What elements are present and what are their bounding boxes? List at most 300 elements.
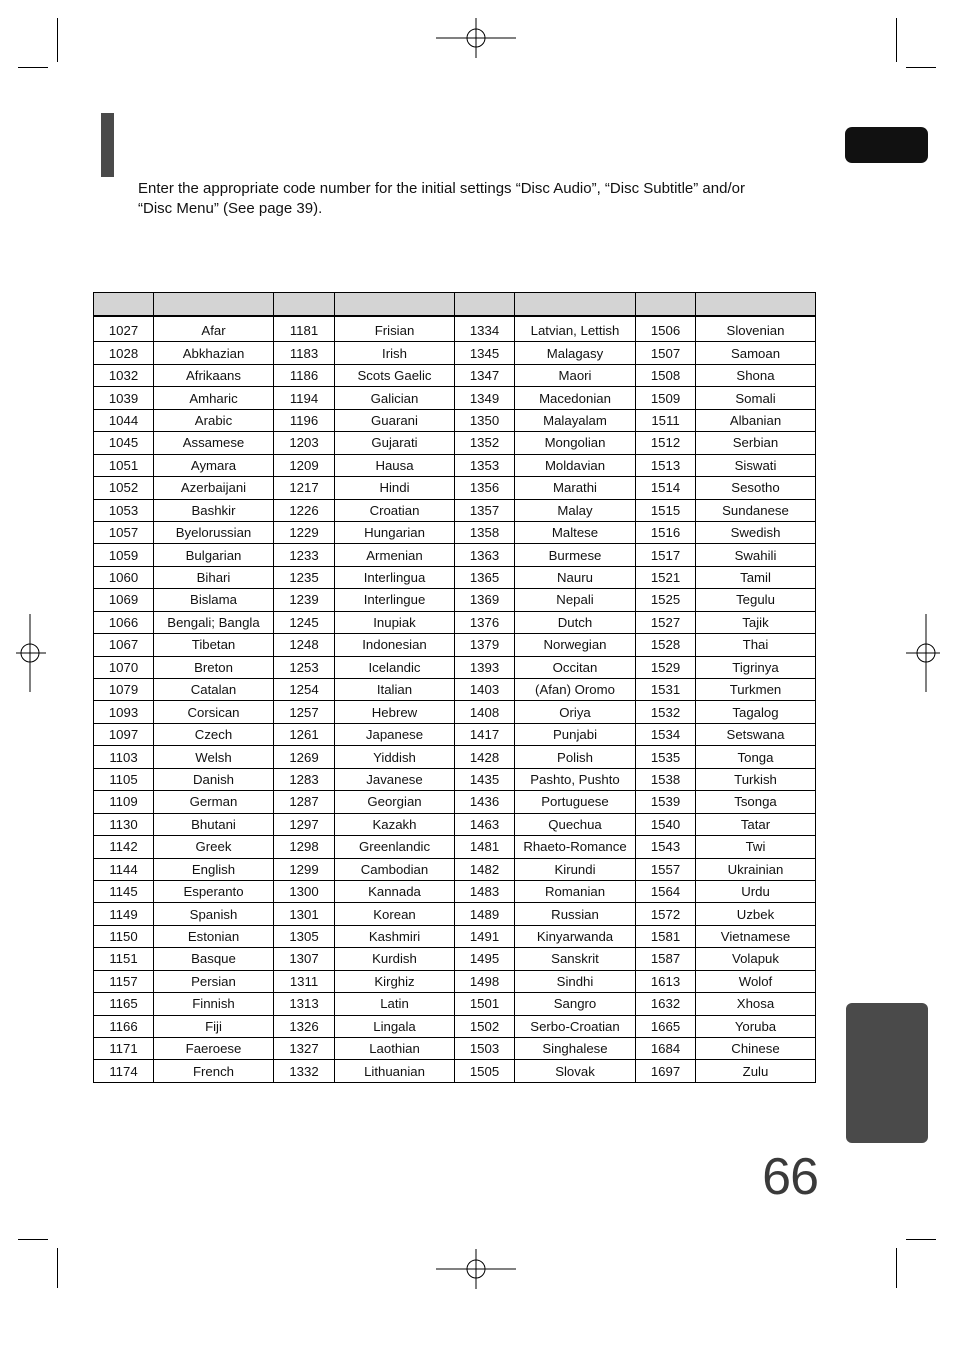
language-code-cell: 1305 (274, 925, 335, 947)
language-code-cell: 1057 (94, 521, 154, 543)
language-code-cell: 1403 (455, 679, 515, 701)
language-name-cell: Burmese (515, 544, 636, 566)
language-code-cell: 1357 (455, 499, 515, 521)
table-row (94, 679, 816, 701)
header-cell-code (455, 293, 515, 317)
language-name-cell: English (154, 858, 274, 880)
language-name-cell: Tibetan (154, 634, 274, 656)
table-row (94, 746, 816, 768)
language-name-cell: Marathi (515, 477, 636, 499)
language-name-cell: Tigrinya (696, 656, 816, 678)
language-code-cell: 1261 (274, 723, 335, 745)
language-name-cell: Latvian, Lettish (515, 316, 636, 342)
language-code-cell: 1482 (455, 858, 515, 880)
language-name-cell: Bhutani (154, 813, 274, 835)
language-name-cell: Malayalam (515, 409, 636, 431)
language-name-cell: Afar (154, 316, 274, 342)
language-name-cell: Kirundi (515, 858, 636, 880)
language-code-cell: 1517 (636, 544, 696, 566)
language-name-cell: Corsican (154, 701, 274, 723)
table-row (94, 701, 816, 723)
language-code-cell: 1491 (455, 925, 515, 947)
language-name-cell: Tajik (696, 611, 816, 633)
table-row (94, 432, 816, 454)
language-name-cell: Maori (515, 364, 636, 386)
language-name-cell: Faeroese (154, 1038, 274, 1060)
language-name-cell: Tegulu (696, 589, 816, 611)
language-name-cell: Mongolian (515, 432, 636, 454)
language-name-cell: Arabic (154, 409, 274, 431)
language-code-cell: 1539 (636, 791, 696, 813)
language-code-cell: 1512 (636, 432, 696, 454)
language-name-cell: Hungarian (335, 521, 455, 543)
language-code-cell: 1349 (455, 387, 515, 409)
language-code-cell: 1145 (94, 880, 154, 902)
header-cell-language (515, 293, 636, 317)
language-name-cell: French (154, 1060, 274, 1082)
language-code-cell: 1613 (636, 970, 696, 992)
language-code-cell: 1079 (94, 679, 154, 701)
language-name-cell: Japanese (335, 723, 455, 745)
language-code-cell: 1165 (94, 993, 154, 1015)
language-code-cell: 1528 (636, 634, 696, 656)
language-name-cell: Rhaeto-Romance (515, 836, 636, 858)
language-code-cell: 1538 (636, 768, 696, 790)
language-code-cell: 1369 (455, 589, 515, 611)
language-name-cell: Siswati (696, 454, 816, 476)
language-name-cell: Tatar (696, 813, 816, 835)
language-code-cell: 1684 (636, 1038, 696, 1060)
language-name-cell: Ukrainian (696, 858, 816, 880)
language-code-cell: 1365 (455, 566, 515, 588)
language-name-cell: Maltese (515, 521, 636, 543)
language-name-cell: Urdu (696, 880, 816, 902)
language-code-cell: 1334 (455, 316, 515, 342)
table-row (94, 948, 816, 970)
language-code-cell: 1060 (94, 566, 154, 588)
page-number: 66 (762, 1148, 818, 1206)
language-name-cell: Finnish (154, 993, 274, 1015)
language-name-cell: Persian (154, 970, 274, 992)
crop-mark (906, 67, 936, 68)
language-name-cell: Afrikaans (154, 364, 274, 386)
table-row (94, 723, 816, 745)
language-code-cell: 1332 (274, 1060, 335, 1082)
language-name-cell: Breton (154, 656, 274, 678)
language-code-cell: 1363 (455, 544, 515, 566)
title-accent-bar (101, 113, 114, 177)
language-code-cell: 1229 (274, 521, 335, 543)
language-code-cell: 1587 (636, 948, 696, 970)
language-name-cell: Tamil (696, 566, 816, 588)
table-row (94, 791, 816, 813)
language-code-cell: 1353 (455, 454, 515, 476)
language-code-cell: 1535 (636, 746, 696, 768)
language-code-cell: 1347 (455, 364, 515, 386)
language-name-cell: Cambodian (335, 858, 455, 880)
language-code-cell: 1435 (455, 768, 515, 790)
language-code-cell: 1257 (274, 701, 335, 723)
language-code-cell: 1529 (636, 656, 696, 678)
language-name-cell: Croatian (335, 499, 455, 521)
language-code-cell: 1481 (455, 836, 515, 858)
language-code-cell: 1233 (274, 544, 335, 566)
table-row (94, 566, 816, 588)
language-code-cell: 1358 (455, 521, 515, 543)
language-name-cell: Turkish (696, 768, 816, 790)
language-name-cell: Czech (154, 723, 274, 745)
language-name-cell: Bengali; Bangla (154, 611, 274, 633)
language-name-cell: Hebrew (335, 701, 455, 723)
language-name-cell: Basque (154, 948, 274, 970)
language-name-cell: German (154, 791, 274, 813)
language-name-cell: Greek (154, 836, 274, 858)
language-name-cell: Assamese (154, 432, 274, 454)
language-code-cell: 1070 (94, 656, 154, 678)
table-row (94, 813, 816, 835)
language-name-cell: Tsonga (696, 791, 816, 813)
language-name-cell: Malay (515, 499, 636, 521)
language-name-cell: Serbian (696, 432, 816, 454)
language-name-cell: Moldavian (515, 454, 636, 476)
language-name-cell: Kinyarwanda (515, 925, 636, 947)
table-header-row (94, 293, 816, 317)
table-row (94, 409, 816, 431)
language-name-cell: Yiddish (335, 746, 455, 768)
language-code-cell: 1379 (455, 634, 515, 656)
language-code-cell: 1534 (636, 723, 696, 745)
language-name-cell: Gujarati (335, 432, 455, 454)
language-name-cell: Galician (335, 387, 455, 409)
language-code-cell: 1505 (455, 1060, 515, 1082)
table-row (94, 634, 816, 656)
language-name-cell: Nauru (515, 566, 636, 588)
language-name-cell: Slovak (515, 1060, 636, 1082)
language-code-cell: 1196 (274, 409, 335, 431)
language-code-cell: 1307 (274, 948, 335, 970)
language-name-cell: Oriya (515, 701, 636, 723)
language-name-cell: Albanian (696, 409, 816, 431)
language-code-cell: 1501 (455, 993, 515, 1015)
language-code-cell: 1521 (636, 566, 696, 588)
language-code-cell: 1174 (94, 1060, 154, 1082)
language-code-cell: 1507 (636, 342, 696, 364)
language-code-cell: 1039 (94, 387, 154, 409)
language-name-cell: (Afan) Oromo (515, 679, 636, 701)
language-name-cell: Twi (696, 836, 816, 858)
language-name-cell: Samoan (696, 342, 816, 364)
language-name-cell: Occitan (515, 656, 636, 678)
language-name-cell: Bashkir (154, 499, 274, 521)
language-name-cell: Laothian (335, 1038, 455, 1060)
language-code-cell: 1572 (636, 903, 696, 925)
language-name-cell: Catalan (154, 679, 274, 701)
language-name-cell: Interlingue (335, 589, 455, 611)
language-code-cell: 1417 (455, 723, 515, 745)
language-name-cell: Turkmen (696, 679, 816, 701)
language-name-cell: Tagalog (696, 701, 816, 723)
table-row (94, 499, 816, 521)
language-name-cell: Kannada (335, 880, 455, 902)
language-name-cell: Sangro (515, 993, 636, 1015)
table-row (94, 364, 816, 386)
language-code-cell: 1581 (636, 925, 696, 947)
language-code-cell: 1150 (94, 925, 154, 947)
language-code-cell: 1697 (636, 1060, 696, 1082)
language-name-cell: Aymara (154, 454, 274, 476)
language-name-cell: Singhalese (515, 1038, 636, 1060)
language-code-cell: 1531 (636, 679, 696, 701)
language-name-cell: Zulu (696, 1060, 816, 1082)
language-code-cell: 1311 (274, 970, 335, 992)
language-name-cell: Tonga (696, 746, 816, 768)
language-code-cell: 1149 (94, 903, 154, 925)
language-name-cell: Javanese (335, 768, 455, 790)
language-code-cell: 1543 (636, 836, 696, 858)
registration-mark-bottom (436, 1249, 516, 1289)
language-code-cell: 1301 (274, 903, 335, 925)
language-code-cell: 1105 (94, 768, 154, 790)
language-code-cell: 1066 (94, 611, 154, 633)
table-row (94, 858, 816, 880)
language-name-cell: Welsh (154, 746, 274, 768)
language-name-cell: Portuguese (515, 791, 636, 813)
crop-mark (57, 18, 58, 62)
language-code-cell: 1508 (636, 364, 696, 386)
language-code-cell: 1253 (274, 656, 335, 678)
language-code-cell: 1540 (636, 813, 696, 835)
language-name-cell: Thai (696, 634, 816, 656)
language-code-cell: 1502 (455, 1015, 515, 1037)
table-row (94, 477, 816, 499)
language-code-cell: 1287 (274, 791, 335, 813)
language-code-cell: 1239 (274, 589, 335, 611)
language-name-cell: Romanian (515, 880, 636, 902)
language-code-cell: 1632 (636, 993, 696, 1015)
language-name-cell: Russian (515, 903, 636, 925)
language-name-cell: Xhosa (696, 993, 816, 1015)
language-name-cell: Macedonian (515, 387, 636, 409)
language-code-cell: 1248 (274, 634, 335, 656)
language-code-cell: 1052 (94, 477, 154, 499)
language-code-cell: 1509 (636, 387, 696, 409)
language-name-cell: Punjabi (515, 723, 636, 745)
language-code-cell: 1299 (274, 858, 335, 880)
table-row (94, 521, 816, 543)
language-code-cell: 1513 (636, 454, 696, 476)
language-code-cell: 1665 (636, 1015, 696, 1037)
language-code-cell: 1166 (94, 1015, 154, 1037)
table-row (94, 970, 816, 992)
language-code-cell: 1557 (636, 858, 696, 880)
language-name-cell: Swahili (696, 544, 816, 566)
language-name-cell: Dutch (515, 611, 636, 633)
language-code-cell: 1514 (636, 477, 696, 499)
crop-mark (18, 1239, 48, 1240)
language-name-cell: Serbo-Croatian (515, 1015, 636, 1037)
language-name-cell: Pashto, Pushto (515, 768, 636, 790)
table-row (94, 903, 816, 925)
language-code-cell: 1151 (94, 948, 154, 970)
crop-mark (906, 1239, 936, 1240)
crop-mark (18, 67, 48, 68)
language-code-cell: 1356 (455, 477, 515, 499)
table-row (94, 544, 816, 566)
intro-text: Enter the appropriate code number for the initial settings “Disc Audio”, “Disc Subtitle” and/or “Disc Menu” (See page 39). (138, 180, 745, 217)
language-name-cell: Byelorussian (154, 521, 274, 543)
table-row (94, 768, 816, 790)
language-code-cell: 1527 (636, 611, 696, 633)
language-name-cell: Setswana (696, 723, 816, 745)
language-name-cell: Frisian (335, 316, 455, 342)
language-name-cell: Bislama (154, 589, 274, 611)
header-cell-code (274, 293, 335, 317)
language-name-cell: Bulgarian (154, 544, 274, 566)
table-row (94, 342, 816, 364)
language-name-cell: Vietnamese (696, 925, 816, 947)
language-name-cell: Inupiak (335, 611, 455, 633)
language-code-cell: 1327 (274, 1038, 335, 1060)
table-row (94, 589, 816, 611)
language-name-cell: Guarani (335, 409, 455, 431)
language-code-cell: 1254 (274, 679, 335, 701)
language-name-cell: Danish (154, 768, 274, 790)
registration-mark-top (436, 18, 516, 58)
table-row (94, 454, 816, 476)
language-code-cell: 1045 (94, 432, 154, 454)
language-name-cell: Lithuanian (335, 1060, 455, 1082)
language-code-cell: 1044 (94, 409, 154, 431)
language-code-cell: 1436 (455, 791, 515, 813)
language-name-cell: Norwegian (515, 634, 636, 656)
language-code-cell: 1171 (94, 1038, 154, 1060)
language-name-cell: Italian (335, 679, 455, 701)
language-code-cell: 1393 (455, 656, 515, 678)
table-row (94, 656, 816, 678)
language-code-cell: 1495 (455, 948, 515, 970)
language-name-cell: Korean (335, 903, 455, 925)
language-name-cell: Icelandic (335, 656, 455, 678)
language-code-cell: 1157 (94, 970, 154, 992)
language-code-cell: 1103 (94, 746, 154, 768)
language-code-cell: 1209 (274, 454, 335, 476)
language-name-cell: Hausa (335, 454, 455, 476)
language-code-cell: 1142 (94, 836, 154, 858)
language-name-cell: Lingala (335, 1015, 455, 1037)
language-code-cell: 1463 (455, 813, 515, 835)
language-code-cell: 1506 (636, 316, 696, 342)
language-name-cell: Yoruba (696, 1015, 816, 1037)
table-row (94, 925, 816, 947)
header-cell-language (154, 293, 274, 317)
language-name-cell: Spanish (154, 903, 274, 925)
table-row (94, 1038, 816, 1060)
language-name-cell: Somali (696, 387, 816, 409)
header-cell-code (94, 293, 154, 317)
language-code-cell: 1217 (274, 477, 335, 499)
language-code-cell: 1183 (274, 342, 335, 364)
crop-mark (896, 1248, 897, 1288)
crop-mark (57, 1248, 58, 1288)
language-code-cell: 1051 (94, 454, 154, 476)
language-code-cell: 1298 (274, 836, 335, 858)
language-code-cell: 1109 (94, 791, 154, 813)
language-name-cell: Armenian (335, 544, 455, 566)
language-name-cell: Scots Gaelic (335, 364, 455, 386)
language-name-cell: Georgian (335, 791, 455, 813)
registration-mark-right (906, 614, 940, 692)
language-code-cell: 1130 (94, 813, 154, 835)
language-code-cell: 1350 (455, 409, 515, 431)
section-tab (845, 127, 928, 163)
language-name-cell: Kazakh (335, 813, 455, 835)
table-row (94, 611, 816, 633)
language-code-cell: 1345 (455, 342, 515, 364)
language-code-cell: 1376 (455, 611, 515, 633)
language-code-cell: 1498 (455, 970, 515, 992)
language-name-cell: Interlingua (335, 566, 455, 588)
language-code-cell: 1516 (636, 521, 696, 543)
language-name-cell: Latin (335, 993, 455, 1015)
table-row (94, 387, 816, 409)
language-name-cell: Esperanto (154, 880, 274, 902)
language-name-cell: Swedish (696, 521, 816, 543)
language-code-cell: 1226 (274, 499, 335, 521)
language-code-cell: 1564 (636, 880, 696, 902)
language-name-cell: Kashmiri (335, 925, 455, 947)
language-name-cell: Chinese (696, 1038, 816, 1060)
language-name-cell: Sindhi (515, 970, 636, 992)
language-name-cell: Estonian (154, 925, 274, 947)
language-name-cell: Wolof (696, 970, 816, 992)
table-row (94, 880, 816, 902)
language-code-cell: 1503 (455, 1038, 515, 1060)
language-code-cell: 1283 (274, 768, 335, 790)
table-row (94, 836, 816, 858)
language-name-cell: Sanskrit (515, 948, 636, 970)
language-code-cell: 1032 (94, 364, 154, 386)
language-code-cell: 1428 (455, 746, 515, 768)
language-name-cell: Fiji (154, 1015, 274, 1037)
language-name-cell: Nepali (515, 589, 636, 611)
language-name-cell: Uzbek (696, 903, 816, 925)
language-code-cell: 1097 (94, 723, 154, 745)
language-code-cell: 1181 (274, 316, 335, 342)
language-name-cell: Slovenian (696, 316, 816, 342)
language-name-cell: Azerbaijani (154, 477, 274, 499)
language-name-cell: Malagasy (515, 342, 636, 364)
language-code-cell: 1300 (274, 880, 335, 902)
language-name-cell: Greenlandic (335, 836, 455, 858)
language-code-cell: 1053 (94, 499, 154, 521)
language-name-cell: Shona (696, 364, 816, 386)
language-code-cell: 1532 (636, 701, 696, 723)
language-code-cell: 1028 (94, 342, 154, 364)
language-name-cell: Volapuk (696, 948, 816, 970)
table-row (94, 993, 816, 1015)
language-name-cell: Polish (515, 746, 636, 768)
language-code-cell: 1313 (274, 993, 335, 1015)
language-code-cell: 1027 (94, 316, 154, 342)
language-name-cell: Sesotho (696, 477, 816, 499)
table-row (94, 1060, 816, 1082)
language-code-cell: 1483 (455, 880, 515, 902)
language-name-cell: Sundanese (696, 499, 816, 521)
header-cell-language (696, 293, 816, 317)
language-code-cell: 1245 (274, 611, 335, 633)
language-code-cell: 1235 (274, 566, 335, 588)
language-name-cell: Kurdish (335, 948, 455, 970)
